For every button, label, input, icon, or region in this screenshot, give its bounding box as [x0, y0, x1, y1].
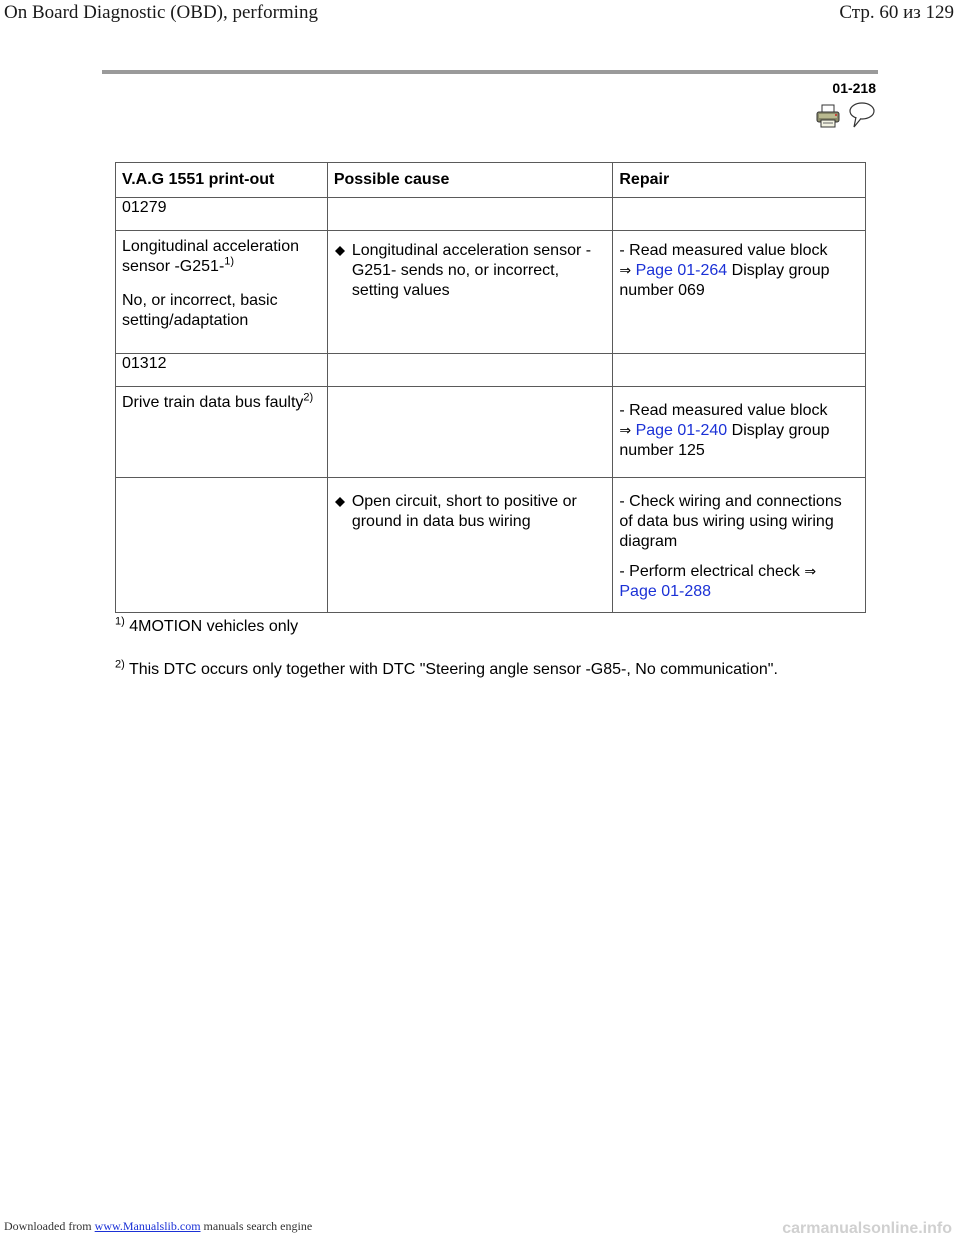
empty-cell [327, 387, 613, 478]
page-link[interactable]: Page 01-240 [635, 422, 728, 439]
page-code: 01-218 [832, 80, 876, 96]
possible-cause-cell [327, 478, 613, 613]
column-header-printout: V.A.G 1551 print-out [116, 163, 328, 198]
table-row [116, 387, 866, 478]
empty-cell [613, 354, 866, 387]
repair-text: Display group number 125 [619, 422, 830, 459]
column-header-cause: Possible cause [327, 163, 613, 198]
dtc-description-detail: No, or incorrect, basic setting/adaptation [122, 292, 278, 329]
empty-cell [327, 198, 613, 231]
repair-text: - Perform electrical check [619, 563, 800, 580]
printer-icon[interactable] [815, 103, 841, 129]
empty-cell [116, 478, 328, 613]
speech-bubble-icon[interactable] [846, 100, 876, 130]
possible-cause: Open circuit, short to positive or ground in data bus wiring [351, 493, 577, 530]
top-rule [102, 70, 878, 74]
page-link[interactable]: Page 01-288 [619, 583, 712, 600]
repair-text: - Read measured value block [619, 402, 828, 419]
right-arrow-icon: ⇒ [619, 263, 632, 279]
table-row [116, 354, 866, 387]
dtc-code-cell [116, 354, 328, 387]
right-arrow-icon: ⇒ [619, 423, 632, 439]
dtc-code: 01279 [122, 199, 167, 216]
download-credit [4, 1219, 312, 1234]
footnote-text: 4MOTION vehicles only [129, 618, 299, 635]
right-arrow-icon: ⇒ [804, 564, 817, 580]
download-credit-label: Downloaded from [4, 1219, 92, 1233]
possible-cause-cell [327, 231, 613, 354]
repair-text: - Check wiring and connections of data bus wiring using wiring diagram [619, 493, 842, 550]
repair-text: Display group number 069 [619, 262, 830, 299]
page-link[interactable]: Page 01-264 [635, 262, 728, 279]
download-credit-tagline: manuals search engine [203, 1219, 313, 1233]
footnote-mark: 2) [115, 658, 125, 671]
footnote-ref: 2) [303, 391, 314, 404]
manualslib-link[interactable]: www.Manualslib.com [94, 1219, 201, 1233]
footnote-ref: 1) [224, 255, 235, 268]
watermark: carmanualsonline.info [782, 1220, 952, 1237]
diamond-bullet-icon [335, 246, 345, 256]
dtc-code: 01312 [122, 355, 167, 372]
table-header-row [116, 163, 866, 198]
dtc-description: Longitudinal acceleration sensor -G251- [122, 238, 300, 275]
dtc-description-cell [116, 231, 328, 354]
footnote-1 [115, 615, 299, 636]
empty-cell [327, 354, 613, 387]
repair-text: - Read measured value block [619, 242, 828, 259]
possible-cause: Longitudinal acceleration sensor -G251- sends no, or incorrect, setting values [351, 242, 592, 299]
repair-cell [613, 231, 866, 354]
footnote-text: This DTC occurs only together with DTC "Steering angle sensor -G85-, No communication". [128, 661, 778, 678]
table-row [116, 478, 866, 613]
dtc-description: Drive train data bus faulty [122, 394, 304, 411]
table-row [116, 198, 866, 231]
dtc-description-cell [116, 387, 328, 478]
dtc-code-cell [116, 198, 328, 231]
page-counter: Стр. 60 из 129 [839, 2, 954, 23]
repair-cell [613, 478, 866, 613]
header-title: On Board Diagnostic (OBD), performing [4, 2, 318, 23]
dtc-table [115, 162, 866, 613]
footnote-mark: 1) [115, 615, 125, 628]
repair-cell [613, 387, 866, 478]
empty-cell [613, 198, 866, 231]
column-header-repair: Repair [613, 163, 866, 198]
footnote-2 [115, 658, 778, 679]
diamond-bullet-icon [335, 497, 345, 507]
table-row [116, 231, 866, 354]
